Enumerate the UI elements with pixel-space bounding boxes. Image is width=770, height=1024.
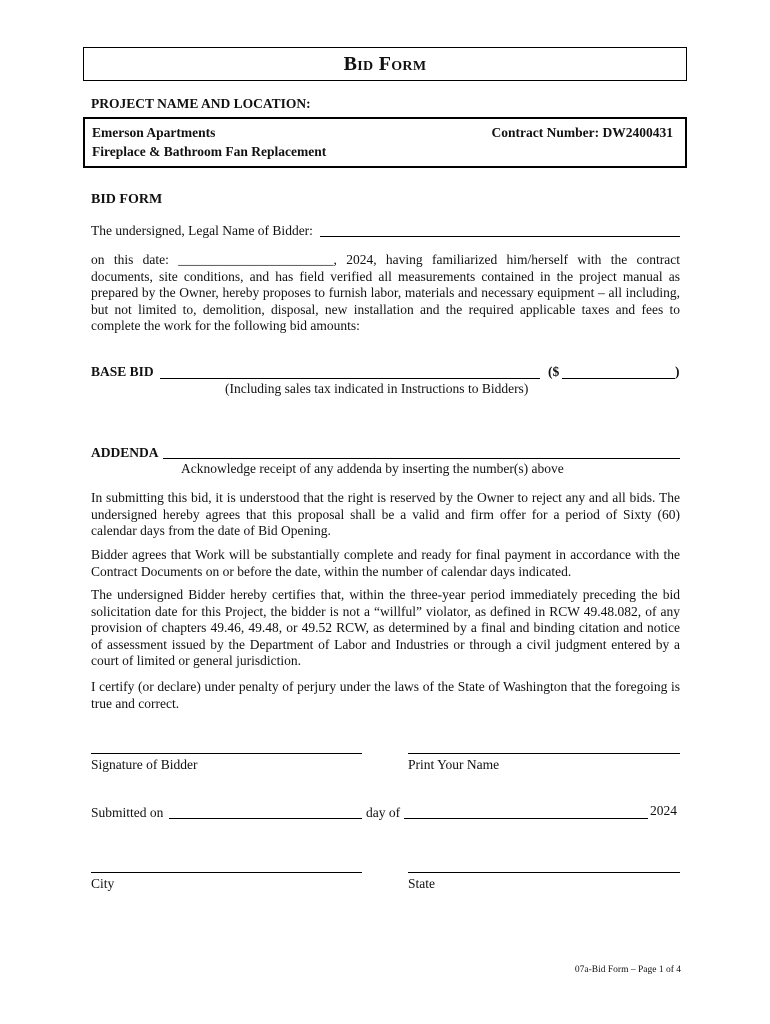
state-label: State (408, 876, 435, 891)
document-title: Bid Form (343, 52, 427, 75)
contract-number: Contract Number: DW2400431 (491, 125, 673, 140)
state-field[interactable] (408, 872, 680, 873)
page-footer: 07a-Bid Form – Page 1 of 4 (574, 965, 681, 975)
intro-paragraph: on this date: _______________________, 2024, having familiarized him/herself with the contract documents, site conditions, and has field verified all measurements contained in the project manual as prepared by the Owner, hereby proposes to furnish labor, materials and necessary equipment – all including, but not limited to, demolition, disposal, new installation and the required applicable taxes and fees to complete the work for the following bid amounts: (91, 252, 680, 333)
base-bid-note: (Including sales tax indicated in Instructions to Bidders) (225, 381, 529, 396)
base-bid-amount-field[interactable] (562, 378, 675, 379)
project-name: Emerson Apartments (92, 125, 216, 140)
print-name-label: Print Your Name (408, 757, 500, 772)
print-name-field[interactable] (408, 753, 680, 754)
addenda-note: Acknowledge receipt of any addenda by inserting the number(s) above (181, 461, 564, 476)
addenda-field[interactable] (163, 458, 680, 459)
month-field[interactable] (404, 818, 648, 819)
base-bid-label: BASE BID (91, 364, 154, 379)
project-description: Fireplace & Bathroom Fan Replacement (92, 144, 327, 159)
signature-field[interactable] (91, 753, 362, 754)
submitted-on-label: Submitted on (91, 805, 164, 820)
bidder-name-label: The undersigned, Legal Name of Bidder: (91, 223, 313, 238)
addenda-label: ADDENDA (91, 445, 159, 460)
city-label: City (91, 876, 115, 891)
paragraph-reservation: In submitting this bid, it is understood that the right is reserved by the Owner to reject any and all bids. The undersigned hereby agrees that this proposal shall be a valid and firm offer for a period of Sixty (60) calendar days from the date of Bid Opening. (91, 490, 680, 538)
paragraph-certification: The undersigned Bidder hereby certifies that, within the three-year period immediately preceding the bid solicitation date for this Project, the bidder is not a “willful” violator, as defined in RCW 49.48.082, of any provision of chapters 49.46, 49.48, or 49.52 RCW, as determined by a final and binding citation and notice of assessment issued by the Department of Labor and Industries or through a civil judgment entered by a court of limited or general jurisdiction. (91, 587, 680, 668)
city-field[interactable] (91, 872, 362, 873)
project-heading: PROJECT NAME AND LOCATION: (91, 96, 311, 111)
base-bid-words-field[interactable] (160, 378, 540, 379)
bidder-name-field[interactable] (320, 236, 680, 237)
submitted-on-field[interactable] (169, 818, 362, 819)
project-info-box (83, 117, 687, 168)
document-title-box (83, 47, 687, 81)
signature-label: Signature of Bidder (91, 757, 198, 772)
day-of-label: day of (366, 805, 401, 820)
base-bid-amount-open: ($ (548, 364, 560, 379)
base-bid-amount-close: ) (675, 364, 680, 379)
paragraph-completion: Bidder agrees that Work will be substantially complete and ready for final payment in accordance with the Contract Documents on or before the date, within the number of calendar days indicated. (91, 547, 680, 579)
paragraph-declaration: I certify (or declare) under penalty of perjury under the laws of the State of Washington that the foregoing is true and correct. (91, 679, 680, 711)
section-heading: BID FORM (91, 192, 163, 207)
submitted-year: 2024 (650, 803, 677, 818)
